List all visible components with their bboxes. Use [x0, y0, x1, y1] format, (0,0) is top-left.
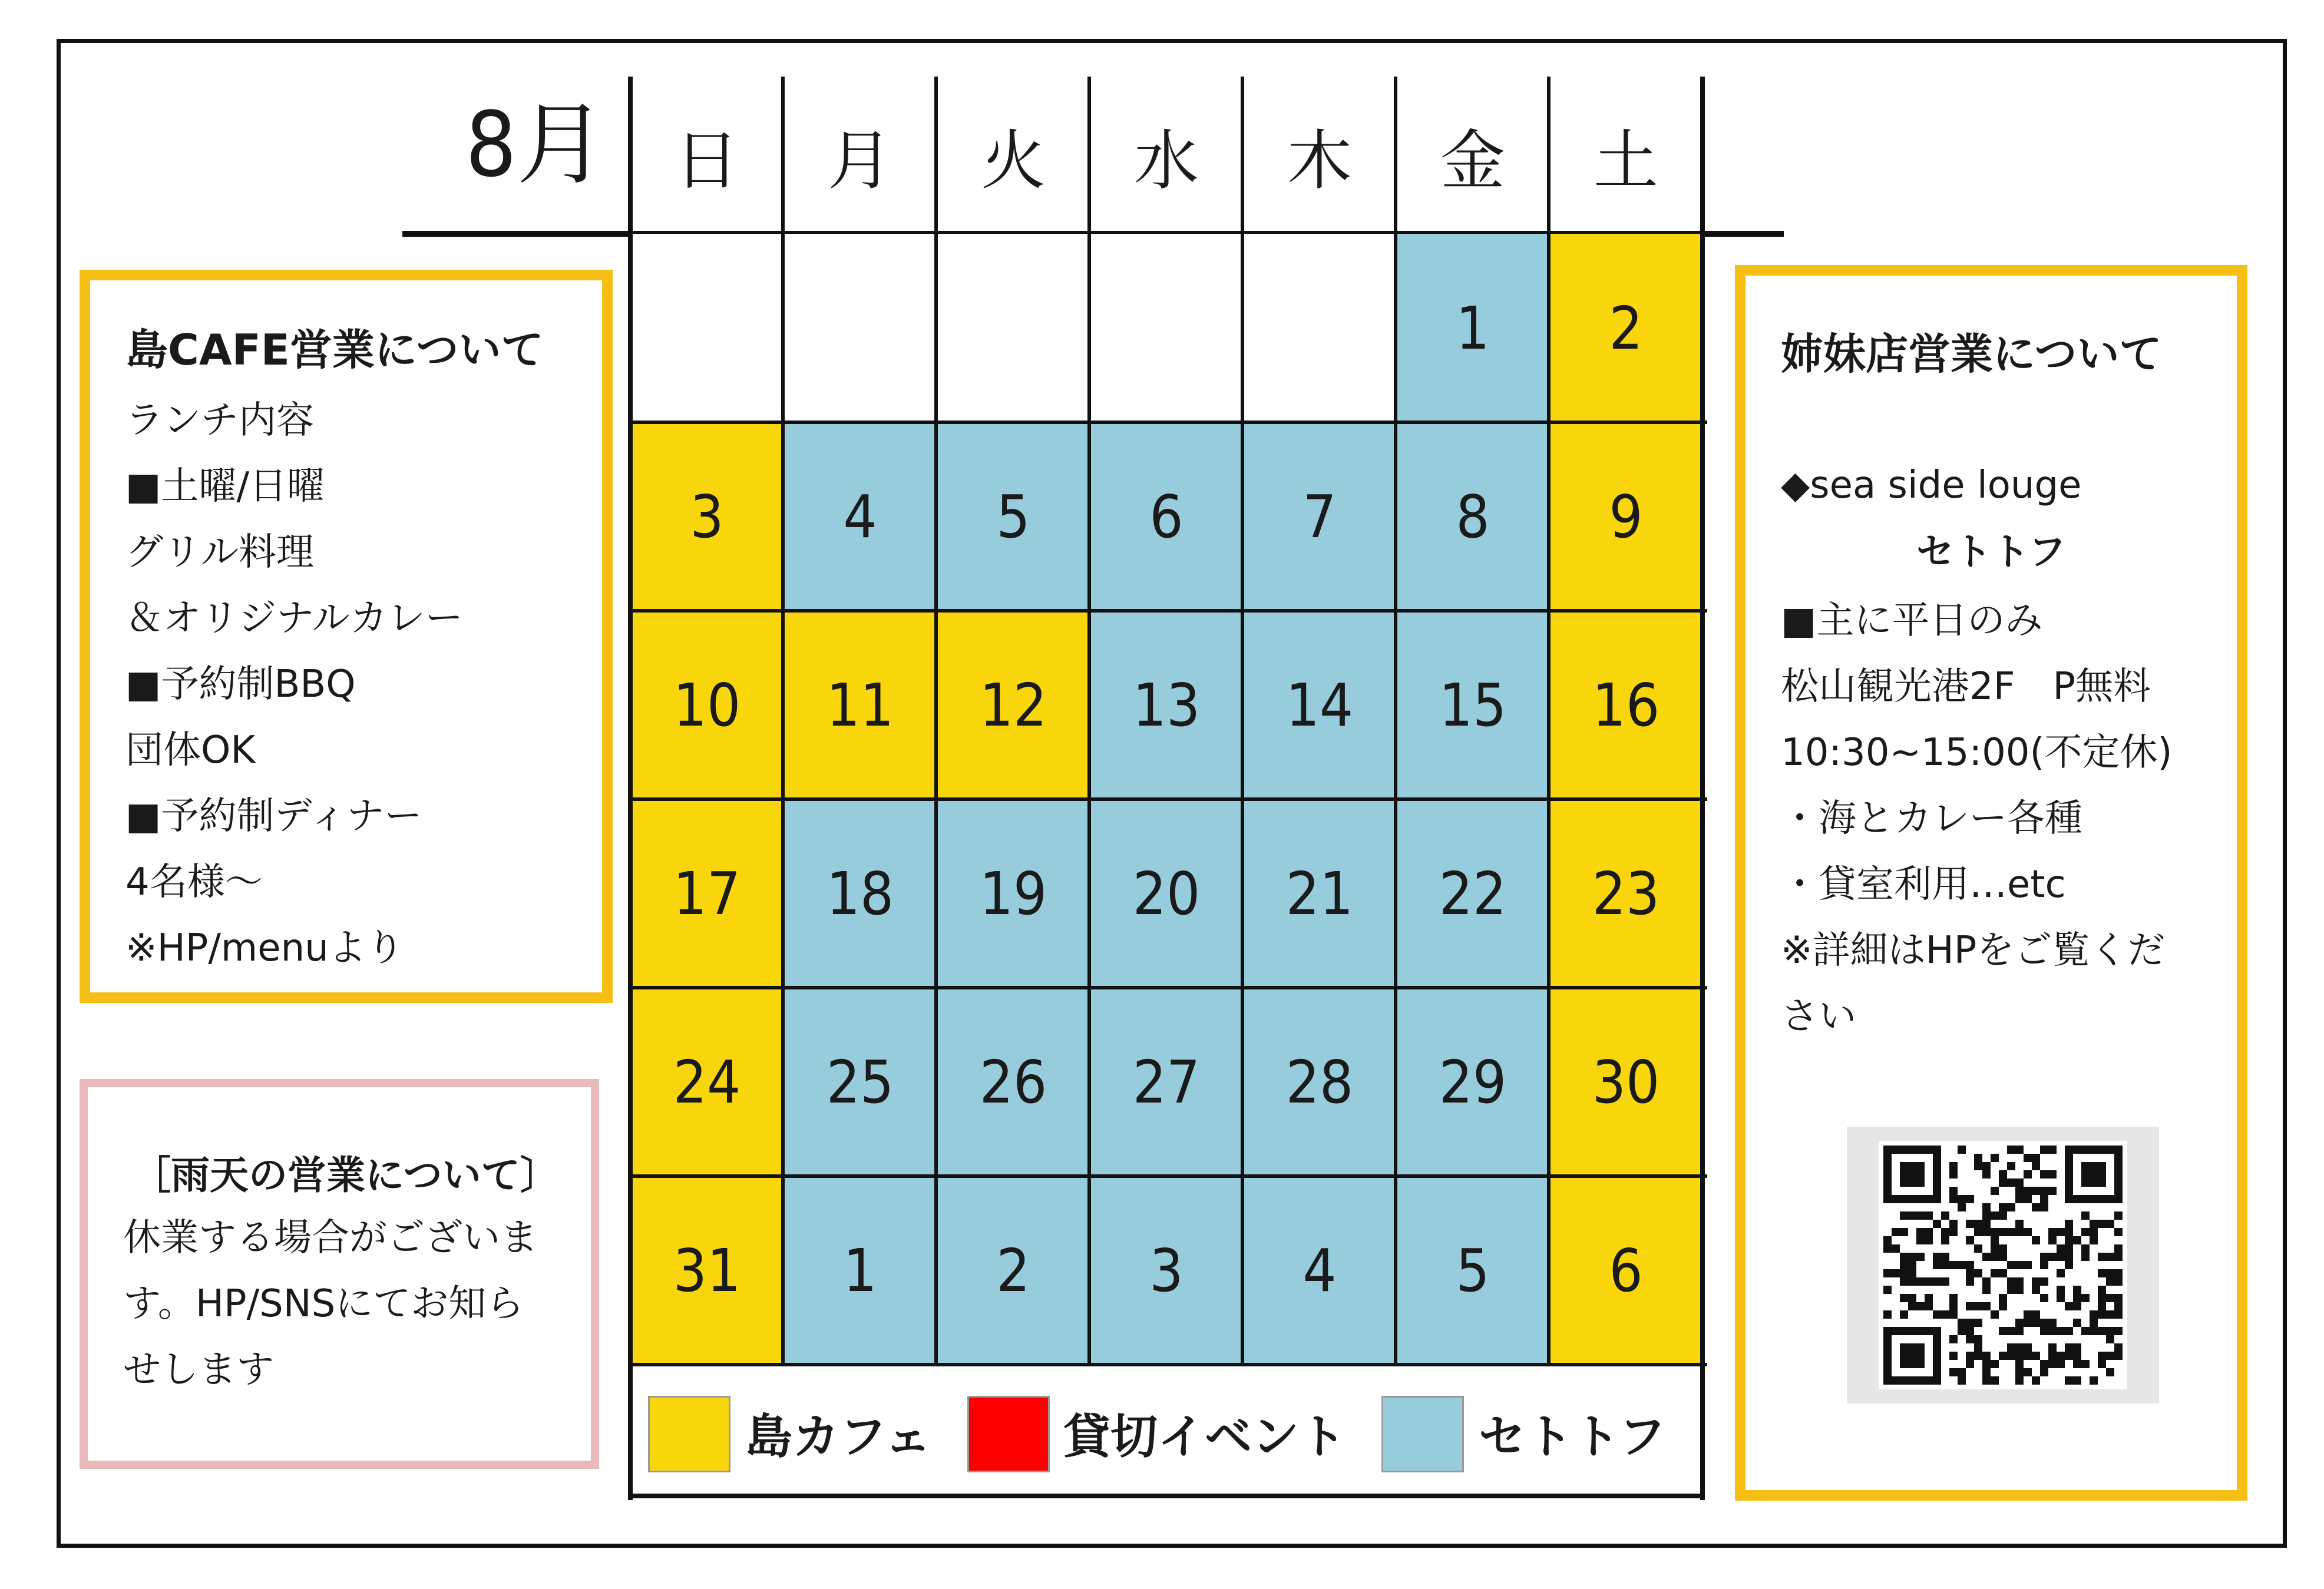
grid-row-divider [630, 797, 1707, 801]
grid-row-divider [630, 986, 1707, 989]
cafe-info-box [80, 270, 613, 1003]
calendar-day-cell: 21 [1243, 799, 1396, 988]
calendar-day-cell: 16 [1549, 611, 1702, 799]
qr-code-icon[interactable] [1847, 1127, 2159, 1403]
calendar-day-cell: 7 [1243, 422, 1396, 611]
sister-shop-box [1735, 265, 2247, 1501]
calendar-day-cell: 23 [1549, 799, 1702, 988]
sister-shop-line: ■主に平日のみ [1781, 599, 2043, 643]
cafe-info-line: 団体OK [125, 729, 256, 772]
calendar-day-cell: 14 [1243, 611, 1396, 799]
calendar-day-cell: 2 [937, 1176, 1090, 1365]
calendar-day-cell: 4 [784, 422, 937, 611]
calendar-day-cell: 10 [630, 611, 784, 799]
calendar-day-cell: 19 [937, 799, 1090, 988]
weekday-sat: 土 [1594, 123, 1658, 198]
weekday-tue: 火 [981, 123, 1046, 198]
calendar-day-cell [1090, 234, 1243, 422]
cafe-info-line: 4名様～ [125, 860, 263, 904]
calendar-day-cell [937, 234, 1090, 422]
calendar-day-cell: 3 [1090, 1176, 1243, 1365]
calendar-day-cell: 15 [1396, 611, 1549, 799]
calendar-day-cell: 11 [784, 611, 937, 799]
calendar-day-cell: 8 [1396, 422, 1549, 611]
rain-info-line: せします [123, 1348, 274, 1392]
cafe-info-line: ランチ内容 [125, 399, 314, 442]
calendar-day-cell: 30 [1549, 988, 1702, 1176]
calendar-day-cell: 6 [1549, 1176, 1702, 1365]
rain-info-line: す。HP/SNSにてお知ら [123, 1282, 524, 1326]
sister-shop-line: ※詳細はHPをご覧くだ [1781, 929, 2166, 972]
grid-column-divider [628, 77, 633, 1500]
grid-row-divider [630, 421, 1707, 424]
legend-swatch-setotofu [1381, 1396, 1464, 1472]
calendar-day-cell: 13 [1090, 611, 1243, 799]
calendar-day-cell: 3 [630, 422, 784, 611]
calendar-day-cell: 31 [630, 1176, 784, 1365]
calendar-day-cell [784, 234, 937, 422]
sister-shop-line: 松山観光港2F P無料 [1781, 665, 2151, 709]
legend-swatch-shima-cafe [648, 1396, 730, 1472]
calendar-day-cell: 17 [630, 799, 784, 988]
rain-info-line: 休業する場合がございま [123, 1216, 538, 1260]
cafe-info-line: ■予約制BBQ [125, 663, 356, 706]
legend-label-setotofu: セトトフ [1479, 1409, 1666, 1464]
calendar-day-cell: 20 [1090, 799, 1243, 988]
grid-column-divider [1700, 77, 1705, 1500]
calendar-day-cell: 5 [1396, 1176, 1549, 1365]
weekday-thu: 木 [1287, 123, 1352, 198]
grid-row-divider [630, 1174, 1707, 1178]
weekday-mon: 月 [828, 123, 892, 198]
grid-column-divider [1394, 77, 1397, 1365]
grid-column-divider [1087, 77, 1091, 1365]
sister-shop-name: ◆sea side louge [1781, 464, 2082, 507]
calendar-day-cell: 4 [1243, 1176, 1396, 1365]
cafe-info-line: ＆オリジナルカレー [125, 597, 463, 640]
calendar-day-cell: 6 [1090, 422, 1243, 611]
sister-shop-lines [1781, 588, 2172, 1050]
calendar-day-cell: 27 [1090, 988, 1243, 1176]
sister-shop-line: 10:30~15:00(不定休) [1781, 731, 2173, 774]
weekday-wed: 水 [1134, 123, 1199, 198]
calendar-day-cell: 29 [1396, 988, 1549, 1176]
rain-info-box [80, 1079, 599, 1469]
sister-shop-line: さい [1781, 995, 1856, 1038]
cafe-info-line: ※HP/menuより [125, 926, 404, 970]
legend-label-shima-cafe: 島カフェ [745, 1409, 931, 1464]
cafe-info-line: ■土曜/日曜 [125, 465, 325, 508]
cafe-info-line: グリル料理 [125, 531, 314, 574]
rain-info-title: ［雨天の営業について〕 [132, 1153, 559, 1198]
weekday-header [630, 77, 1704, 234]
calendar-day-cell: 22 [1396, 799, 1549, 988]
calendar-day-cell: 1 [1396, 234, 1549, 422]
calendar-day-cell: 25 [784, 988, 937, 1176]
calendar-day-cell [1243, 234, 1396, 422]
grid-row-divider [630, 609, 1707, 613]
cafe-info-lines [125, 388, 463, 981]
legend [630, 1366, 1704, 1498]
calendar-day-cell: 2 [1549, 234, 1702, 422]
sister-shop-title: 姉妹店営業について [1781, 329, 2162, 379]
calendar-day-cell: 9 [1549, 422, 1702, 611]
sister-shop-line: ・貸室利用…etc [1781, 863, 2066, 906]
calendar-day-cell: 18 [784, 799, 937, 988]
grid-column-divider [781, 77, 785, 1365]
calendar-day-cell: 28 [1243, 988, 1396, 1176]
legend-swatch-private-event [967, 1396, 1050, 1472]
weekday-fri: 金 [1440, 123, 1505, 198]
calendar-day-cell: 5 [937, 422, 1090, 611]
cafe-info-line: ■予約制ディナー [125, 795, 422, 838]
weekday-sun: 日 [675, 123, 739, 198]
calendar-day-cell: 26 [937, 988, 1090, 1176]
calendar-day-cell: 1 [784, 1176, 937, 1365]
sister-shop-line: ・海とカレー各種 [1781, 797, 2082, 840]
grid-column-divider [934, 77, 938, 1365]
cafe-info-title: 島CAFE営業について [125, 325, 544, 375]
rain-info-lines [123, 1205, 538, 1403]
calendar-day-cell [630, 234, 784, 422]
calendar-day-cell: 24 [630, 988, 784, 1176]
calendar-day-cell: 12 [937, 611, 1090, 799]
sister-shop-subname: セトトフ [1916, 531, 2067, 574]
grid-column-divider [1241, 77, 1244, 1365]
month-label: 8月 [465, 92, 606, 197]
legend-label-private-event: 貸切イベント [1063, 1409, 1346, 1464]
grid-column-divider [1547, 77, 1551, 1365]
